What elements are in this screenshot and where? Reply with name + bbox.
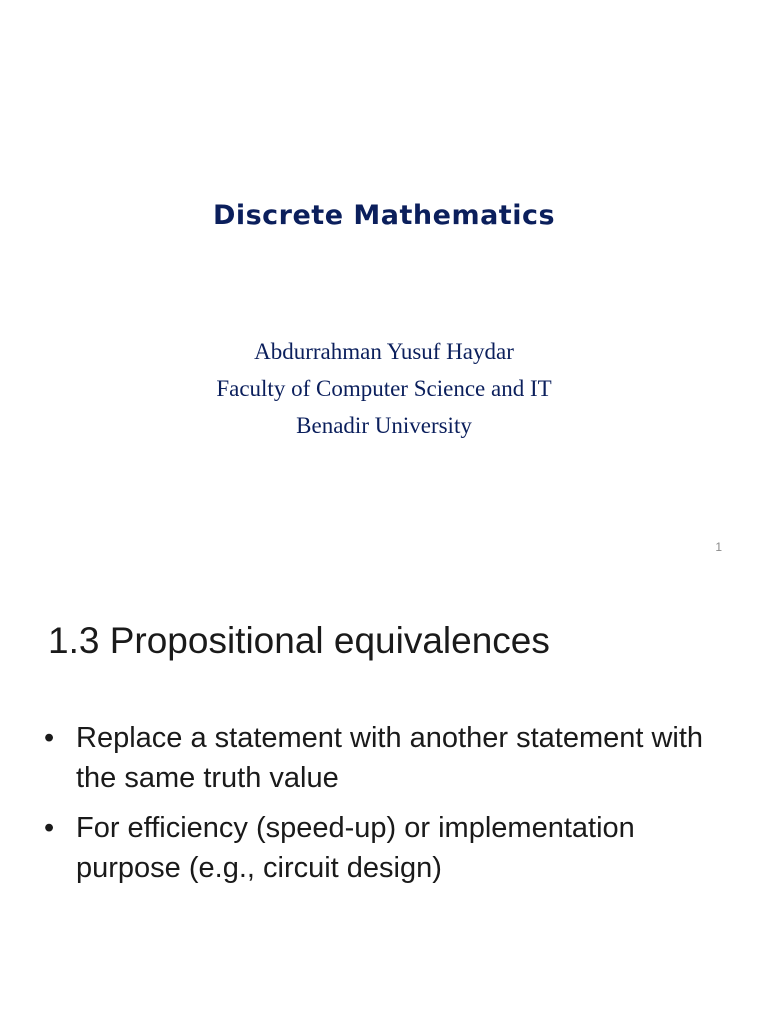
author-block <box>0 333 768 444</box>
bullet-item <box>44 808 724 888</box>
page-number: 1 <box>715 540 722 554</box>
bullet-icon: • <box>44 722 55 754</box>
section-title: 1.3 Propositional equivalences <box>48 620 550 661</box>
bullet-text: For efficiency (speed-up) or implementation purpose (e.g., circuit design) <box>76 812 635 884</box>
course-title: Discrete Mathematics <box>212 200 556 231</box>
bullet-list <box>44 718 724 898</box>
bullet-icon: • <box>44 812 55 844</box>
university-name: Benadir University <box>296 413 472 438</box>
faculty-name: Faculty of Computer Science and IT <box>216 376 552 401</box>
slide-propositional-equivalences <box>0 576 768 1024</box>
bullet-text: Replace a statement with another statement with the same truth value <box>76 722 704 794</box>
bullet-item <box>44 718 724 798</box>
author-name: Abdurrahman Yusuf Haydar <box>254 339 514 364</box>
